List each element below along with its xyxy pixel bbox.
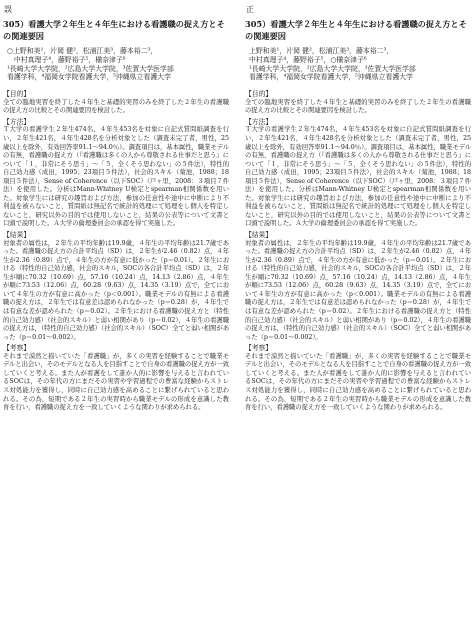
section-body-results: 対象者の属性は，２年生の平均年齢は19.9歳，４年生の平均年齢は21.7歳であった。看護職の捉え方の合計平均点（SD）は，２年生が2.46（0.82）点，４年生が2.36（0.89）点で，４年生の方が有意に低かった（p＝0.01）。２年生における（特性的自己効力感，社会的スキル，SOCの各合計平均点（SD）は，２年生が順に70.32（10.69）点，57.16（10.24）点，14.13（2.86）点，４年生が順に73.53（12.06）点，60.28（9.63）点，14.35（3.19）点で，全てにおいて４年生の方が有意に高かった（p＜0.001）。職業モデルの有無による看護職の捉え方は，２年生では有意差は認められなかった（p＝0.28）が，４年生では有意な差が認められた（p＝0.02）。２年生における看護職の捉え方と（特性的自己効力感）（社会的スキル）と弱い相関があり（p＝0.02），４年生の看護職の捉え方は，（特性的自己効力感）（社会的スキル）（SOC）全てと弱い相関があった（p＝0.01〜0.002）。 xyxy=(245,239,471,341)
wrong-label: 誤 xyxy=(4,5,12,14)
section-heading-purpose: 【目的】 xyxy=(3,90,31,99)
section-body-method: Ｔ大学の看護学生２年生474名，４年生453名を対象に自記式質問紙調査を行い，２年生421名，４年生428名を分析対象とした（調査未完了者，男性，25歳以上を除外，有効回答率91.1〜94.0％）。調査項目は，基本属性，職業モデルの有無，看護職の捉え方（『看護職は多くの人から尊敬される仕事だと思う』について「１，非常にそう思う」〜「５，全くそう思わない」の５件法），特性的自己効力感（成田，1995；23項目５件法），社会的スキル（菊池，1988；18項目５件法），Sense of Coherence（以下SOC）（戸ヶ里，2008：３項目７件法）を使用した。分析はMann-Whitney U検定とspearman相関係数を用いた。対象学生には研究の趣旨および方法，参加の任意性や途中に中断により不利益を被らないこと，質問紙は無記名で統計的処理にて処理をし個人を特定しないこと，研究以外の目的では使用しないこと，結果の公表等について文書と口頭で説明した。Ａ大学の倫理委員会の承認を得て実施した。 xyxy=(3,126,229,228)
correct-label: 正 xyxy=(246,5,254,14)
affiliation-line: 看護学科，⁴福岡女学院看護大学，⁵沖縄県立看護大学 xyxy=(249,73,414,82)
section-heading-discussion: 【考察】 xyxy=(245,344,273,353)
section-body-discussion: それまで漠然と描いていた「看護職」が，多くの実習を経験することで職業モデルと出会い，そのモデルとなる人を目指すことで自身の看護職の捉え方が一致していくと考える。また人が看護をして誰か人的に影響を与えると言われているSOCは，その年代の方にまだその実習や学習過程での豊富な経験からストレス対処能力を獲得し，同時に自己効力感を高めることに繋げられていると思われる。その為，短期である２年生の実習時から職業モデルの形成を意識した教育を行い，看護職の捉え方を一致していくような関わりが求められる。 xyxy=(3,352,229,412)
section-body-method: Ｔ大学の看護学生２年生474名，４年生453名を対象に自記式質問紙調査を行い，２年生421名，４年生428名を分析対象とした（調査未完了者，男性，25歳以上を除外，有効回答率91.1〜94.0％）。調査項目は，基本属性，職業モデルの有無，看護職の捉え方（『看護職は多くの人から尊敬される仕事だと思う』について「１，非常にそう思う」〜「５，全くそう思わない」の５件法），特性的自己効力感（成田，1995；23項目５件法），社会的スキル（菊池，1988；18項目５件法），Sense of Coherence（以下SOC）（戸ヶ里，2008：３項目７件法）を使用した。分析はMann-Whitney U検定とspearman相関係数を用いた。対象学生には研究の趣旨および方法，参加の任意性や途中に中断により不利益を被らないこと，質問紙は無記名で統計的処理にて処理をし個人を特定しないこと，研究以外の目的では使用しないこと，結果の公表等について文書と口頭で説明した。Ａ大学の倫理委員会の承認を得て実施した。 xyxy=(245,126,471,228)
section-body-results: 対象者の属性は，２年生の平均年齢は19.9歳，４年生の平均年齢は21.7歳であった。看護職の捉え方の合計平均点（SD）は，２年生が2.46（0.82）点，４年生が2.36（0.89）点で，４年生の方が有意に低かった（p＝0.01）。２年生における（特性的自己効力感，社会的スキル，SOCの各合計平均点（SD）は，２年生が順に70.32（10.69）点，57.16（10.24）点，14.13（2.86）点，４年生が順に73.53（12.06）点，60.28（9.63）点，14.35（3.19）点で，全てにおいて４年生の方が有意に高かった（p＜0.001）。職業モデルの有無による看護職の捉え方は，２年生では有意差は認められなかった（p＝0.28）が，４年生では有意な差が認められた（p＝0.02）。２年生における看護職の捉え方と（特性的自己効力感）（社会的スキル）と弱い相関があり（p＝0.02），４年生の看護職の捉え方は，（特性的自己効力感）（社会的スキル）（SOC）全てと弱い相関があった（p＝0.01〜0.002）。 xyxy=(3,239,229,341)
author-line: 中村真理子⁴，藤野裕子⁵，○槇奈津子⁶ xyxy=(249,55,367,64)
wrong-column xyxy=(3,0,229,623)
section-heading-method: 【方法】 xyxy=(245,117,273,126)
author-line: 上野和美¹，片岡 健²，松浦江美³，藤本裕二³， xyxy=(249,47,394,55)
correct-column xyxy=(245,0,471,623)
abstract-title: 305）看護大学２年生と４年生における看護職の捉え方とその関連要因 xyxy=(245,19,467,41)
section-body-purpose: 全ての臨地実習を終了した４年生と基礎的実習のみを終了した２年生の看護職の捉え方の比較とその関連要因を検討した。 xyxy=(3,98,229,115)
author-line: 中村真理子⁴，藤野裕子⁵，槇奈津子⁶ xyxy=(7,55,126,64)
author-block xyxy=(249,47,471,82)
section-heading-purpose: 【目的】 xyxy=(245,90,273,99)
section-heading-discussion: 【考察】 xyxy=(3,344,31,353)
section-heading-results: 【結果】 xyxy=(245,231,273,240)
section-body-purpose: 全ての臨地実習を終了した４年生と基礎的実習のみを終了した２年生の看護職の捉え方の比較とその関連要因を検討した。 xyxy=(245,98,471,115)
section-heading-method: 【方法】 xyxy=(3,117,31,126)
affiliation-line: ¹長崎大学大学院，²広島大学大学院，³佐賀大学医学部 xyxy=(249,64,416,73)
author-block xyxy=(7,47,229,82)
affiliation-line: 看護学科，⁴福岡女学院看護大学，⁵沖縄県立看護大学 xyxy=(7,73,172,82)
affiliation-line: ¹長崎大学大学院，²広島大学大学院，³佐賀大学医学部 xyxy=(7,64,174,73)
author-line: ○上野和美¹，片岡 健²，松浦江美³，藤本裕二³， xyxy=(7,47,158,55)
abstract-title: 305）看護大学２年生と４年生における看護職の捉え方とその関連要因 xyxy=(3,19,225,41)
section-body-discussion: それまで漠然と描いていた「看護職」が，多くの実習を経験することで職業モデルと出会い，そのモデルとなる人を目指すことで自身の看護職の捉え方が一致していくと考える。また人が看護をして誰か人的に影響を与えると言われているSOCは，その年代の方にまだその実習や学習過程での豊富な経験からストレス対処能力を獲得し，同時に自己効力感を高めることに繋げられていると思われる。その為，短期である２年生の実習時から職業モデルの形成を意識した教育を行い，看護職の捉え方を一致していくような関わりが求められる。 xyxy=(245,352,471,412)
section-heading-results: 【結果】 xyxy=(3,231,31,240)
